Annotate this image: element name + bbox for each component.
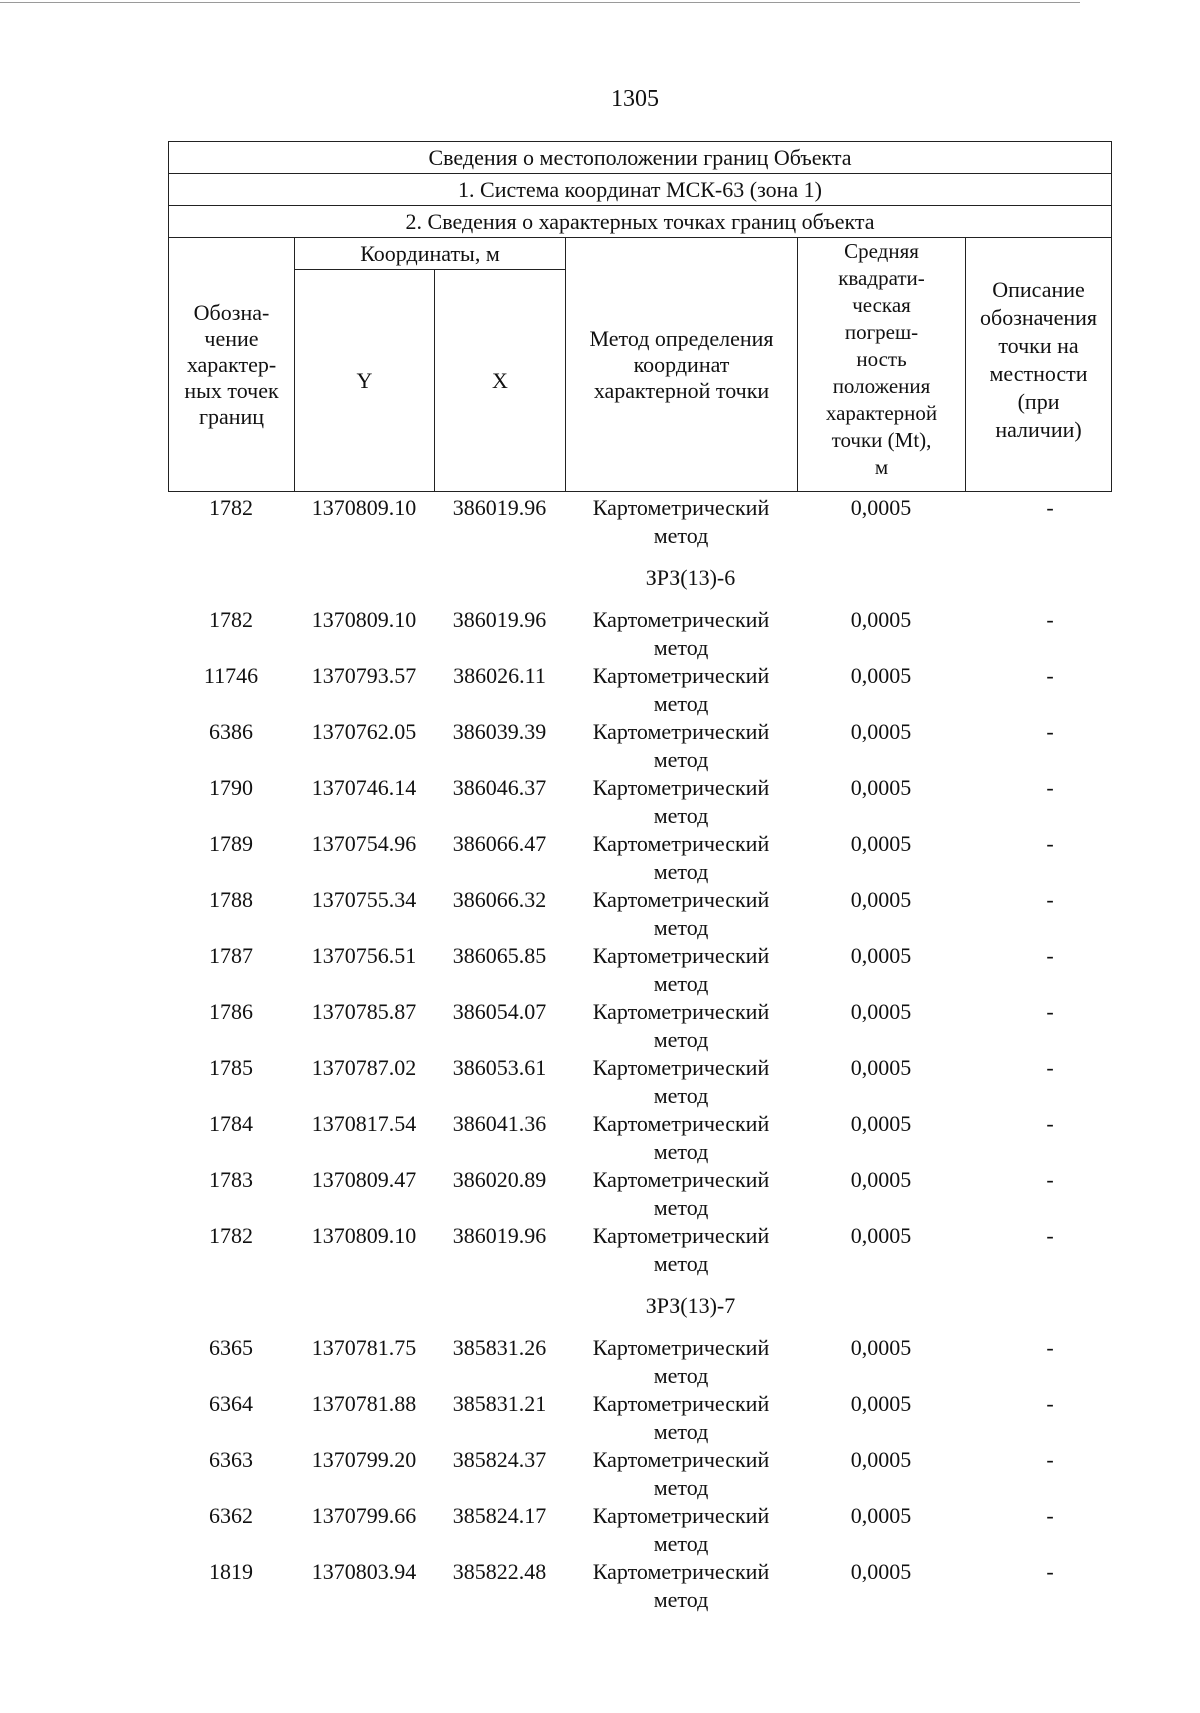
cell-x: 386054.07 <box>452 999 547 1024</box>
cell-method: Картометрический метод <box>592 719 770 772</box>
table-row <box>168 830 1111 886</box>
cell-error: 0,0005 <box>850 887 912 912</box>
cell-error: 0,0005 <box>850 999 912 1024</box>
cell-point: 1784 <box>209 1111 253 1136</box>
cell-method: Картометрический метод <box>592 1223 770 1276</box>
table-row <box>168 662 1111 718</box>
cell-description: - <box>1046 831 1054 856</box>
col-method-label: Метод определения координат характерной точки <box>566 238 798 492</box>
cell-y: 1370803.94 <box>311 1559 417 1584</box>
cell-x: 386020.89 <box>452 1167 547 1192</box>
table-row <box>168 1502 1111 1558</box>
cell-x: 386026.11 <box>453 663 546 688</box>
cell-error: 0,0005 <box>850 1559 912 1584</box>
cell-x: 385822.48 <box>452 1559 547 1584</box>
cell-y: 1370754.96 <box>311 831 417 856</box>
table-row <box>168 494 1111 550</box>
cell-y: 1370785.87 <box>311 999 417 1024</box>
table-row <box>168 774 1111 830</box>
cell-method: Картометрический метод <box>592 943 770 996</box>
cell-point: 1790 <box>209 775 253 800</box>
table-row <box>168 942 1111 998</box>
cell-point: 1788 <box>209 887 253 912</box>
cell-error: 0,0005 <box>850 1223 912 1248</box>
cell-y: 1370809.47 <box>311 1167 417 1192</box>
cell-method: Картометрический метод <box>592 775 770 828</box>
cell-error: 0,0005 <box>850 607 912 632</box>
cell-y: 1370799.20 <box>311 1447 417 1472</box>
cell-method: Картометрический метод <box>592 1335 770 1388</box>
cell-error: 0,0005 <box>850 1167 912 1192</box>
cell-error: 0,0005 <box>850 1055 912 1080</box>
cell-error: 0,0005 <box>850 663 912 688</box>
cell-x: 386053.61 <box>452 1055 547 1080</box>
top-rule <box>0 2 1080 3</box>
cell-description: - <box>1046 1055 1054 1080</box>
cell-y: 1370809.10 <box>311 607 417 632</box>
cell-y: 1370793.57 <box>311 663 417 688</box>
cell-description: - <box>1046 1559 1054 1584</box>
cell-method: Картометрический метод <box>592 1447 770 1500</box>
cell-description: - <box>1046 1111 1054 1136</box>
col-point-label: Обозна- чение характер- ных точек границ <box>169 238 295 492</box>
table-row <box>168 998 1111 1054</box>
cell-y: 1370809.10 <box>311 495 417 520</box>
cell-description: - <box>1046 1335 1054 1360</box>
cell-method: Картометрический метод <box>592 1559 770 1612</box>
cell-error: 0,0005 <box>850 495 912 520</box>
cell-error: 0,0005 <box>850 1503 912 1528</box>
cell-point: 1783 <box>209 1167 253 1192</box>
cell-x: 386041.36 <box>452 1111 547 1136</box>
table-row <box>168 1390 1111 1446</box>
cell-method: Картометрический метод <box>592 663 770 716</box>
cell-point: 6386 <box>209 719 253 744</box>
cell-error: 0,0005 <box>850 943 912 968</box>
cell-point: 1782 <box>209 495 253 520</box>
cell-description: - <box>1046 1223 1054 1248</box>
cell-y: 1370799.66 <box>311 1503 417 1528</box>
table-row <box>168 886 1111 942</box>
cell-y: 1370787.02 <box>311 1055 417 1080</box>
cell-x: 385831.26 <box>452 1335 547 1360</box>
cell-point: 6364 <box>209 1391 253 1416</box>
cell-description: - <box>1046 999 1054 1024</box>
header-section-title: 2. Сведения о характерных точках границ объекта <box>169 206 1112 238</box>
cell-x: 385824.17 <box>452 1503 547 1528</box>
table-row <box>168 606 1111 662</box>
header-title: Сведения о местоположении границ Объекта <box>169 142 1112 174</box>
cell-description: - <box>1046 775 1054 800</box>
section-title: ЗРЗ(13)-7 <box>645 1293 736 1318</box>
table-body <box>168 494 1111 1614</box>
cell-error: 0,0005 <box>850 1447 912 1472</box>
cell-y: 1370781.88 <box>311 1391 417 1416</box>
cell-error: 0,0005 <box>850 1335 912 1360</box>
table-row <box>168 1054 1111 1110</box>
cell-x: 386066.47 <box>452 831 547 856</box>
cell-x: 385831.21 <box>452 1391 547 1416</box>
cell-description: - <box>1046 1391 1054 1416</box>
cell-description: - <box>1046 887 1054 912</box>
cell-description: - <box>1046 719 1054 744</box>
page-number: 1305 <box>611 86 659 112</box>
cell-x: 386039.39 <box>452 719 547 744</box>
cell-method: Картометрический метод <box>592 1167 770 1220</box>
table-row <box>168 1222 1111 1278</box>
col-error-label: Средняя квадрати- ческая погреш- ность положения характерной точки (Mt), м <box>798 238 966 492</box>
cell-y: 1370809.10 <box>311 1223 417 1248</box>
cell-point: 1819 <box>209 1559 253 1584</box>
cell-method: Картометрический метод <box>592 831 770 884</box>
cell-description: - <box>1046 663 1054 688</box>
cell-error: 0,0005 <box>850 719 912 744</box>
cell-point: 1782 <box>209 1223 253 1248</box>
cell-method: Картометрический метод <box>592 495 770 548</box>
cell-description: - <box>1046 607 1054 632</box>
table-row <box>168 1558 1111 1614</box>
cell-method: Картометрический метод <box>592 999 770 1052</box>
cell-method: Картометрический метод <box>592 607 770 660</box>
table-row <box>168 1110 1111 1166</box>
cell-error: 0,0005 <box>850 831 912 856</box>
cell-point: 6363 <box>209 1447 253 1472</box>
cell-point: 1785 <box>209 1055 253 1080</box>
cell-error: 0,0005 <box>850 1391 912 1416</box>
cell-y: 1370755.34 <box>311 887 417 912</box>
table-row <box>168 718 1111 774</box>
cell-error: 0,0005 <box>850 1111 912 1136</box>
cell-x: 386019.96 <box>452 1223 547 1248</box>
cell-point: 1782 <box>209 607 253 632</box>
cell-method: Картометрический метод <box>592 1503 770 1556</box>
cell-description: - <box>1046 1447 1054 1472</box>
cell-y: 1370756.51 <box>311 943 417 968</box>
cell-description: - <box>1046 1167 1054 1192</box>
table-row <box>168 1446 1111 1502</box>
cell-y: 1370746.14 <box>311 775 417 800</box>
cell-x: 386019.96 <box>452 607 547 632</box>
header-coordinate-system: 1. Система координат МСК-63 (зона 1) <box>169 174 1112 206</box>
cell-method: Картометрический метод <box>592 1391 770 1444</box>
cell-error: 0,0005 <box>850 775 912 800</box>
cell-point: 1787 <box>209 943 253 968</box>
cell-y: 1370781.75 <box>311 1335 417 1360</box>
cell-x: 386066.32 <box>452 887 547 912</box>
cell-point: 6365 <box>209 1335 253 1360</box>
cell-x: 386065.85 <box>452 943 547 968</box>
table-row <box>168 1166 1111 1222</box>
col-x-label: X <box>435 270 566 492</box>
cell-point: 11746 <box>203 663 259 688</box>
col-y-label: Y <box>295 270 435 492</box>
cell-point: 6362 <box>209 1503 253 1528</box>
cell-description: - <box>1046 1503 1054 1528</box>
cell-x: 386046.37 <box>452 775 547 800</box>
cell-point: 1789 <box>209 831 253 856</box>
cell-description: - <box>1046 495 1054 520</box>
cell-y: 1370817.54 <box>311 1111 417 1136</box>
cell-method: Картометрический метод <box>592 1055 770 1108</box>
cell-x: 386019.96 <box>452 495 547 520</box>
table-header <box>168 141 1112 492</box>
cell-x: 385824.37 <box>452 1447 547 1472</box>
col-coordinates-label: Координаты, м <box>295 238 566 270</box>
section-title: ЗРЗ(13)-6 <box>645 565 736 590</box>
cell-y: 1370762.05 <box>311 719 417 744</box>
cell-description: - <box>1046 943 1054 968</box>
col-description-label: Описание обозначения точки на местности (при наличии) <box>966 238 1112 492</box>
table-row <box>168 1334 1111 1390</box>
cell-method: Картометрический метод <box>592 1111 770 1164</box>
cell-method: Картометрический метод <box>592 887 770 940</box>
cell-point: 1786 <box>209 999 253 1024</box>
